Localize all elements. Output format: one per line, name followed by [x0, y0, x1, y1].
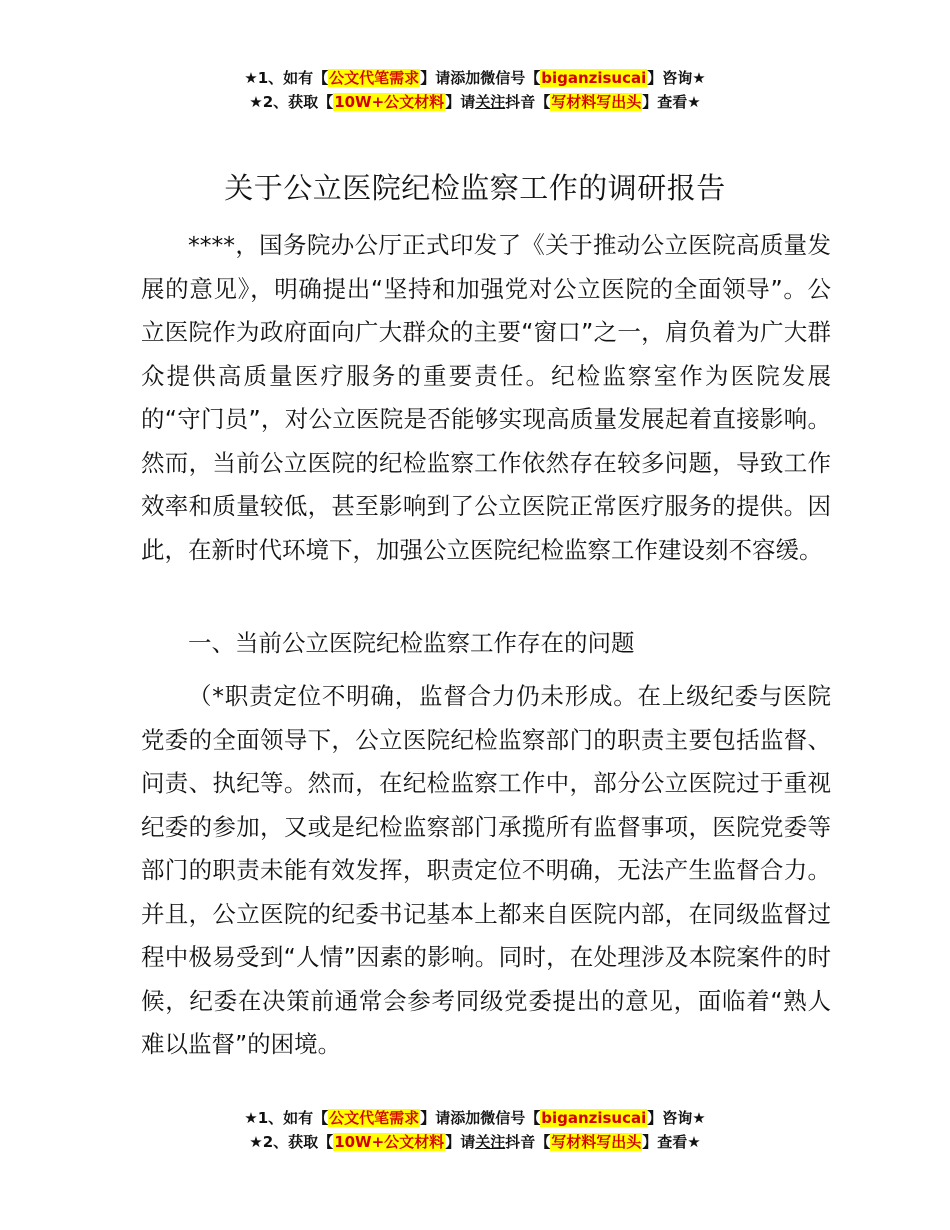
highlight-wechat-id: biganzisucai	[541, 69, 647, 87]
paragraph-responsibility: （*职责定位不明确，监督合力仍未形成。在上级纪委与医院党委的全面领导下，公立医院纪检监察部门的职责主要包括监督、问责、执纪等。然而，在纪检监察工作中，部分公立医院过于重视纪委的参加，又或是纪检监察部门承揽所有监督事项，医院党委等部门的职责未能有效发挥，职责定位不明确，无法产生监督合力。并且，公立医院的纪委书记基本上都来自医院内部，在同级监督过程中极易受到“人情”因素的影响。同时，在处理涉及本院案件的时候，纪委在决策前通常会参考同级党委提出的意见，面临着“熟人难以监督”的困境。	[141, 682, 831, 1058]
section-heading	[141, 622, 831, 666]
highlight-materials: 10W+公文材料	[334, 93, 445, 111]
top-banner	[0, 66, 950, 114]
banner-text: 】请	[445, 1133, 476, 1151]
banner-line-2	[0, 90, 950, 114]
banner-text: 】请添加微信号【	[420, 69, 541, 87]
highlight-wechat-id: biganzisucai	[541, 1109, 647, 1127]
highlight-ghostwriting: 公文代笔需求	[329, 1109, 420, 1127]
highlight-douyin-account: 写材料写出头	[551, 93, 642, 111]
bottom-banner	[0, 1106, 950, 1154]
heading-problems: 一、当前公立医院纪检监察工作存在的问题	[188, 629, 635, 657]
banner-text: ★1、如有【	[244, 1109, 329, 1127]
highlight-materials: 10W+公文材料	[334, 1133, 445, 1151]
underlined-follow: 关注	[475, 93, 506, 111]
document-body-section1	[141, 675, 831, 1067]
banner-text: 】请添加微信号【	[420, 1109, 541, 1127]
paragraph-intro: ****，国务院办公厅正式印发了《关于推动公立医院高质量发展的意见》，明确提出“坚持和加强党对公立医院的全面领导”。公立医院作为政府面向广大群众的主要“窗口”之一，肩负着为广大群众提供高质量医疗服务的重要责任。纪检监察室作为医院发展的“守门员”，对公立医院是否能够实现高质量发展起着直接影响。然而，当前公立医院的纪检监察工作依然存在较多问题，导致工作效率和质量较低，甚至影响到了公立医院正常医疗服务的提供。因此，在新时代环境下，加强公立医院纪检监察工作建设刻不容缓。	[141, 231, 831, 564]
document-body-intro	[141, 224, 831, 572]
banner-line-1	[0, 1106, 950, 1130]
banner-text: 抖音【	[505, 93, 551, 111]
banner-line-1	[0, 66, 950, 90]
highlight-ghostwriting: 公文代笔需求	[329, 69, 420, 87]
banner-text: 】查看★	[642, 1133, 701, 1151]
underlined-follow: 关注	[475, 1133, 506, 1151]
banner-text: ★1、如有【	[244, 69, 329, 87]
document-title: 关于公立医院纪检监察工作的调研报告	[224, 171, 726, 205]
banner-text: ★2、获取【	[249, 1133, 334, 1151]
highlight-douyin-account: 写材料写出头	[551, 1133, 642, 1151]
banner-text: 】咨询★	[647, 69, 706, 87]
banner-text: 】查看★	[642, 93, 701, 111]
banner-text: 抖音【	[505, 1133, 551, 1151]
banner-text: 】请	[445, 93, 476, 111]
banner-text: ★2、获取【	[249, 93, 334, 111]
banner-text: 】咨询★	[647, 1109, 706, 1127]
banner-line-2	[0, 1130, 950, 1154]
